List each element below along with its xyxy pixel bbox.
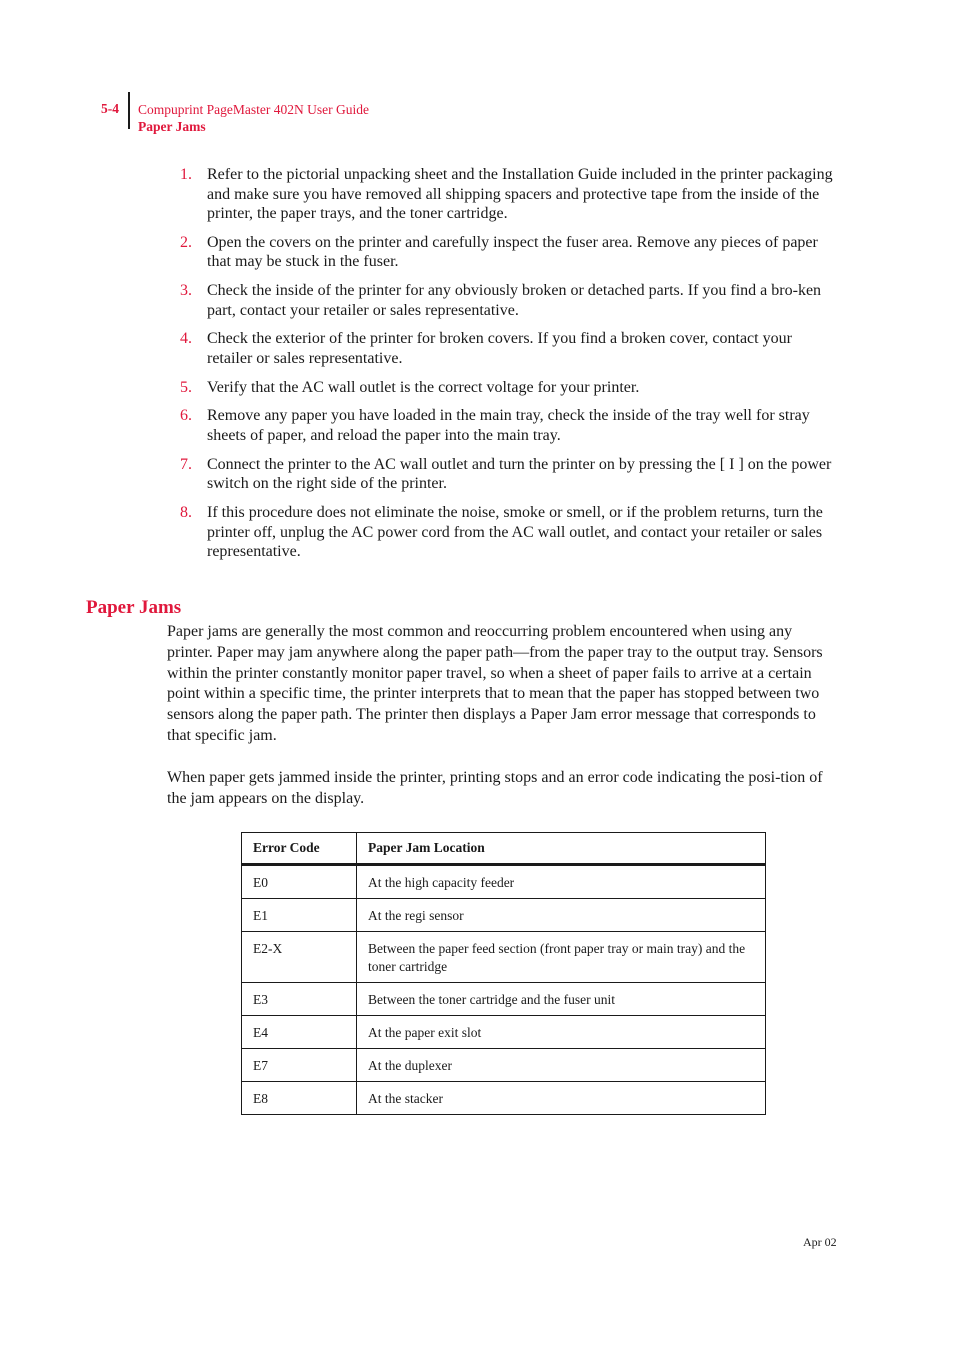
step-number: 8. — [180, 504, 192, 522]
step-text: Check the exterior of the printer for broken covers. If you find a broken cover, contact your retailer or sales representative. — [207, 330, 792, 367]
table-row — [242, 899, 766, 932]
step-number: 3. — [180, 282, 192, 300]
column-header-error-code: Error Code — [242, 833, 357, 865]
error-code-cell: E1 — [242, 899, 357, 932]
jam-location-cell: At the stacker — [357, 1082, 766, 1115]
step-item — [180, 329, 840, 368]
procedure-steps — [180, 165, 840, 571]
column-header-jam-location: Paper Jam Location — [357, 833, 766, 865]
step-item — [180, 406, 840, 445]
jam-location-cell: Between the toner cartridge and the fuser unit — [357, 983, 766, 1016]
table-row — [242, 1082, 766, 1115]
step-text: Refer to the pictorial unpacking sheet and the Installation Guide included in the printer packaging and make sure you have removed all shipping spacers and protective tape from the inside of the printer, the paper trays, and the toner cartridge. — [207, 166, 833, 222]
error-code-cell: E0 — [242, 865, 357, 899]
jam-location-cell: At the duplexer — [357, 1049, 766, 1082]
table-row — [242, 1016, 766, 1049]
error-code-cell: E7 — [242, 1049, 357, 1082]
step-number: 1. — [180, 166, 192, 183]
jam-location-cell: At the paper exit slot — [357, 1016, 766, 1049]
step-item — [180, 455, 840, 494]
step-text: If this procedure does not eliminate the noise, smoke or smell, or if the problem returns, turn the printer off, unplug the AC power cord from the AC wall outlet, and contact your retailer or sales representative. — [207, 504, 823, 561]
step-text: Remove any paper you have loaded in the main tray, check the inside of the tray well for stray sheets of paper, and reload the paper into the main tray. — [207, 407, 810, 444]
running-section-title: Paper Jams — [138, 119, 206, 134]
footer-date: Apr 02 — [803, 1235, 837, 1249]
document-title: Compuprint PageMaster 402N User Guide — [138, 102, 369, 117]
jam-location-cell: At the regi sensor — [357, 899, 766, 932]
jam-location-cell: At the high capacity feeder — [357, 865, 766, 899]
error-code-cell: E2-X — [242, 932, 357, 983]
table-row — [242, 865, 766, 899]
step-text: Connect the printer to the AC wall outlet and turn the printer on by pressing the [ I ] on the power switch on the right side of the printer. — [207, 455, 832, 493]
step-item — [180, 378, 840, 398]
step-item — [180, 233, 840, 272]
step-item — [180, 165, 840, 224]
jam-paragraph: When paper gets jammed inside the printer, printing stops and an error code indicating the posi-tion of the jam appears on the display. — [167, 769, 823, 807]
step-text: Verify that the AC wall outlet is the correct voltage for your printer. — [207, 378, 640, 396]
table-row — [242, 932, 766, 983]
table-header-row — [242, 833, 766, 865]
step-number: 2. — [180, 233, 192, 251]
error-code-cell: E4 — [242, 1016, 357, 1049]
step-item — [180, 281, 840, 320]
header-divider — [128, 92, 130, 129]
error-code-cell: E3 — [242, 983, 357, 1016]
intro-paragraph: Paper jams are generally the most common and reoccurring problem encountered when using any printer. Paper may jam anywhere along the paper path—from the paper tray to the output tray. Sensors within the printer constantly monitor paper travel, so when a sheet of paper fails to arrive at a certain point within a specific time, the printer interprets that to mean that the paper has stopped between two sensors along the paper path. The printer then displays a Paper Jam error message that corresponds to that specific jam. — [167, 623, 823, 744]
page-header — [0, 100, 954, 140]
section-heading: Paper Jams — [86, 597, 182, 618]
error-code-cell: E8 — [242, 1082, 357, 1115]
step-text: Check the inside of the printer for any obviously broken or detached parts. If you find a bro-ken part, contact your retailer or sales representative. — [207, 282, 822, 319]
step-text: Open the covers on the printer and carefully inspect the fuser area. Remove any pieces of paper that may be stuck in the fuser. — [207, 233, 818, 271]
jam-location-cell: Between the paper feed section (front paper tray or main tray) and the toner cartridge — [357, 932, 766, 983]
step-item — [180, 503, 840, 562]
error-code-table — [241, 832, 766, 1115]
step-number: 7. — [180, 455, 192, 473]
step-number: 6. — [180, 407, 192, 425]
step-number: 5. — [180, 378, 192, 396]
table-row — [242, 983, 766, 1016]
step-number: 4. — [180, 330, 192, 348]
table-row — [242, 1049, 766, 1082]
page-number: 5-4 — [101, 101, 119, 116]
